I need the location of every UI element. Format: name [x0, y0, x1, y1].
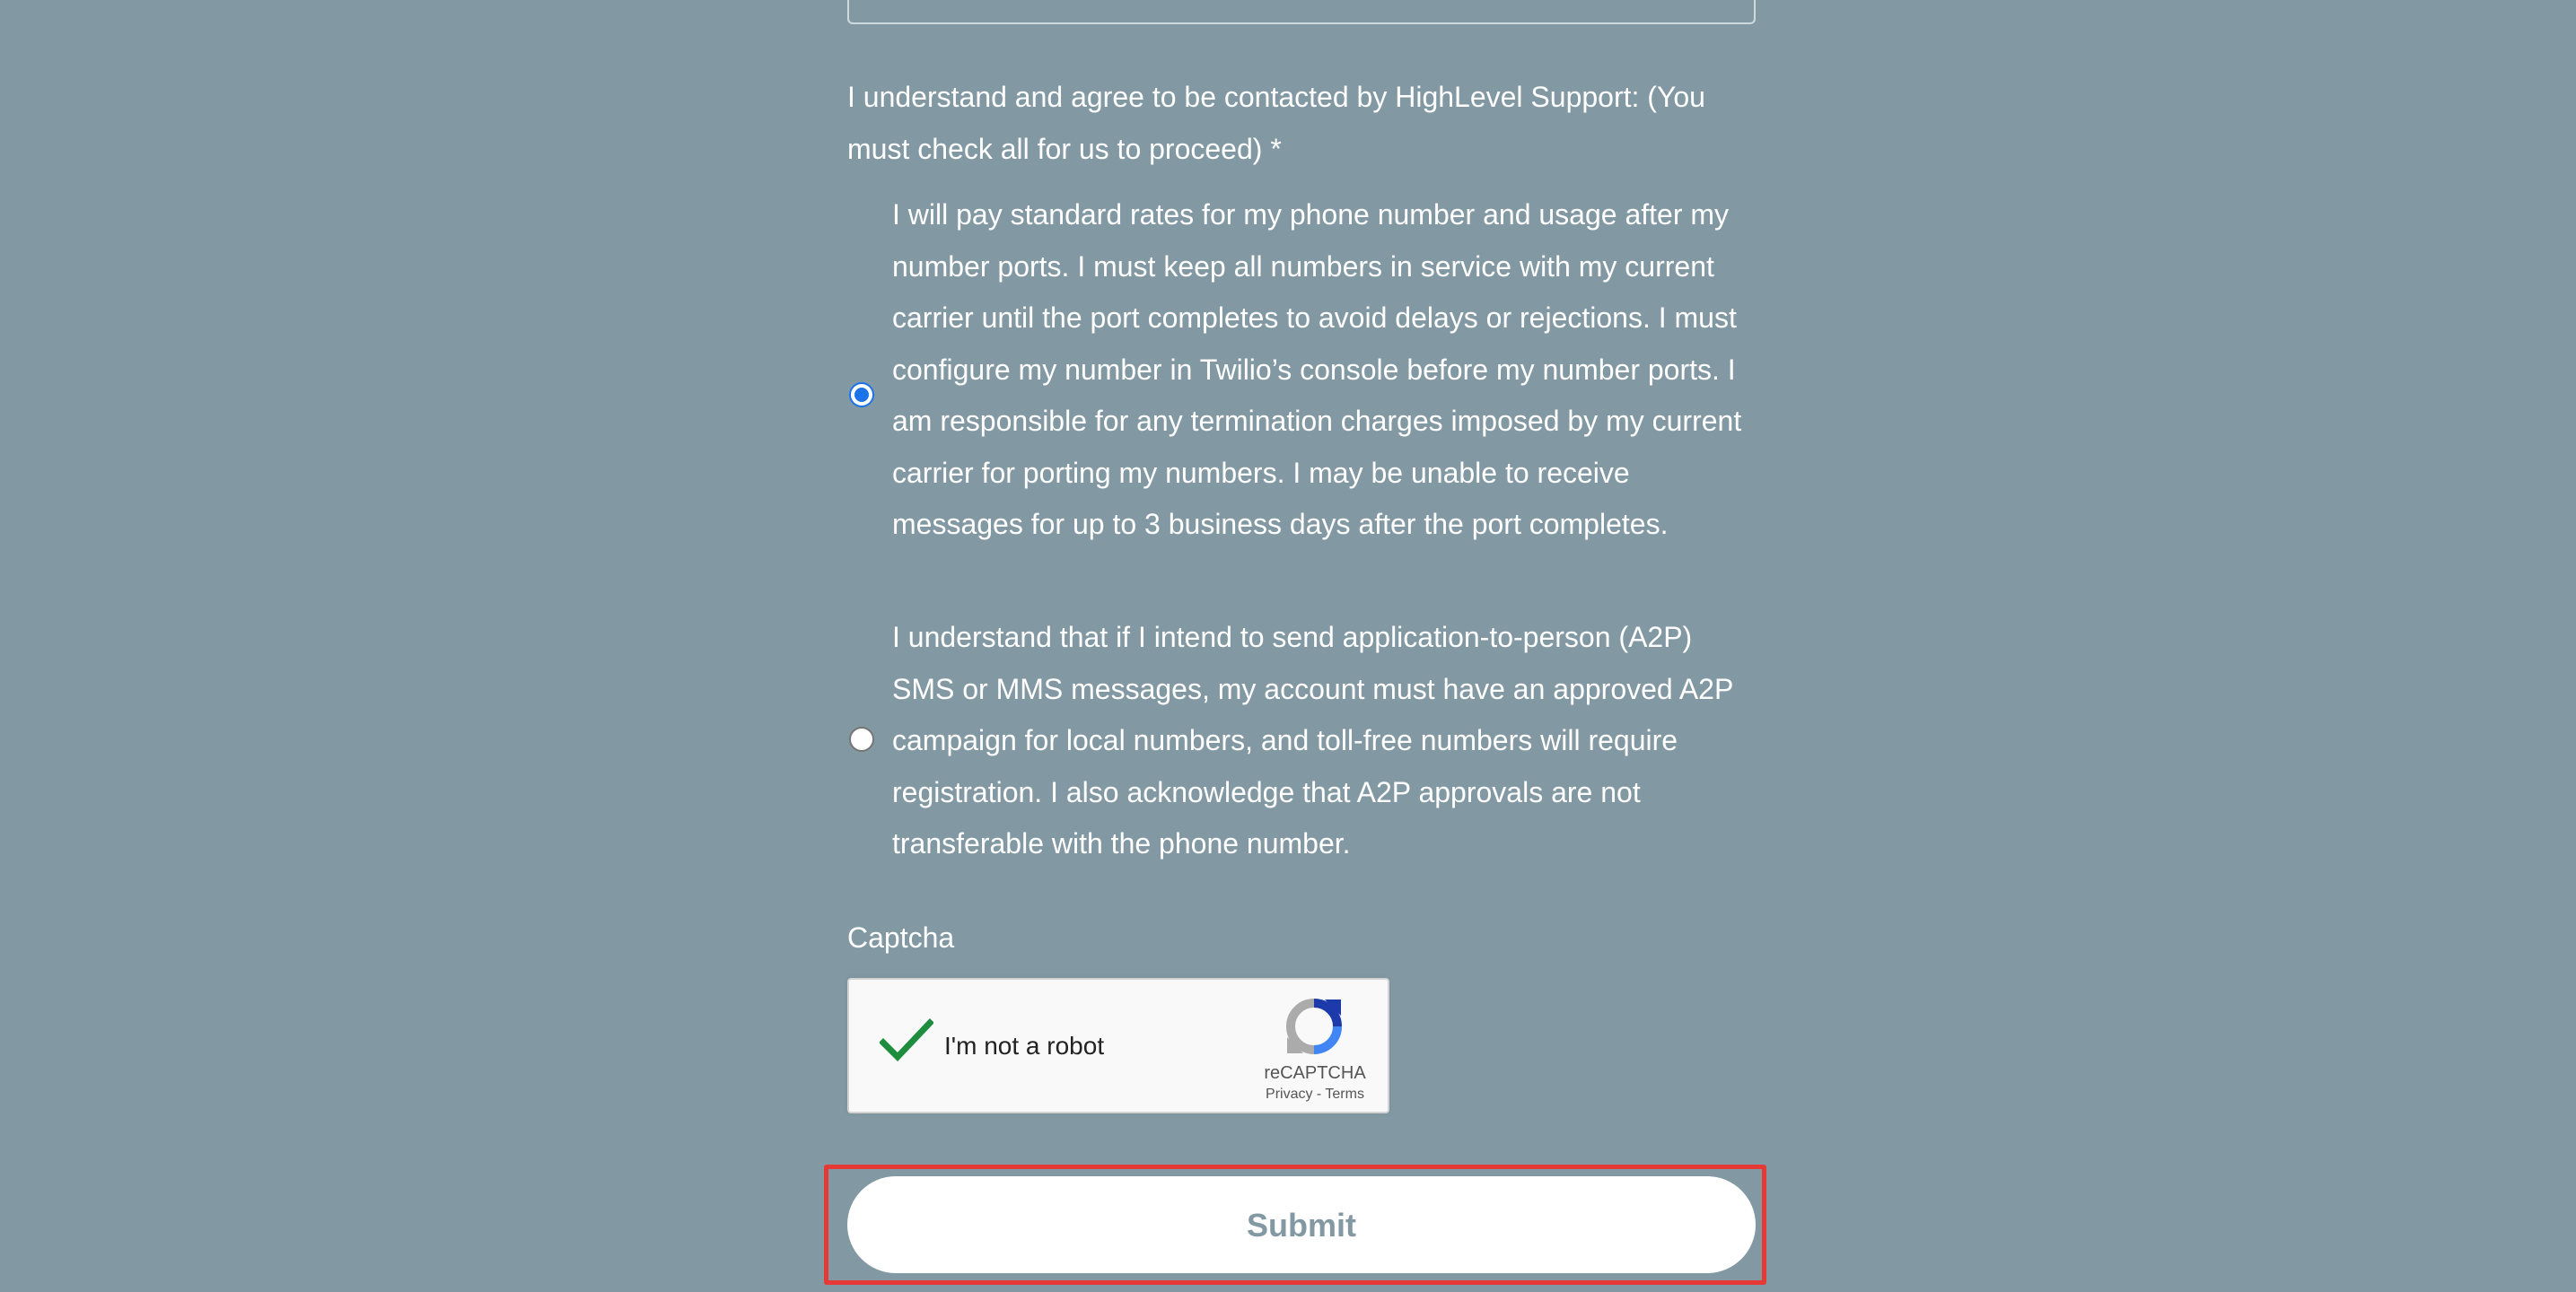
- recaptcha-terms-link[interactable]: Terms: [1325, 1087, 1364, 1102]
- recaptcha-widget: [847, 978, 1389, 1113]
- captcha-label: Captcha: [847, 921, 955, 954]
- recaptcha-brand: reCAPTCHA: [1264, 1063, 1366, 1083]
- consent-option-rates-text: I will pay standard rates for my phone number and usage after my number ports. I must keep all numbers in service with my current carrier until the port completes to avoid delays or rejections. I must configure my number in Twilio’s console before my number ports. I am responsible for any termination charges imposed by my current carrier for porting my numbers. I may be unable to receive messages for up to 3 business days after the port completes.: [892, 198, 1742, 540]
- consent-option-a2p-text: I understand that if I intend to send application-to-person (A2P) SMS or MMS messages, my account must have an approved A2P campaign for local numbers, and toll-free numbers will require registration. I also acknowledge that A2P approvals are not transferable with the phone number.: [892, 621, 1733, 860]
- submit-button[interactable]: Submit: [847, 1176, 1756, 1273]
- recaptcha-links: [1244, 1086, 1386, 1104]
- consent-option-a2p-radio[interactable]: [849, 727, 874, 752]
- consent-option-rates-radio[interactable]: [849, 382, 874, 407]
- recaptcha-logo-icon: [1285, 998, 1343, 1055]
- consent-question-label: I understand and agree to be contacted by HighLevel Support: (You must check all for us to proceed) *: [847, 81, 1705, 165]
- consent-option-rates[interactable]: [847, 189, 1756, 602]
- consent-option-a2p[interactable]: [847, 612, 1756, 872]
- recaptcha-checkbox-label: I'm not a robot: [944, 1032, 1105, 1060]
- previous-field-input[interactable]: [847, 0, 1756, 24]
- recaptcha-privacy-link[interactable]: Privacy: [1266, 1087, 1313, 1102]
- recaptcha-checkmark-icon[interactable]: [880, 1017, 933, 1064]
- recaptcha-link-separator: -: [1312, 1087, 1326, 1102]
